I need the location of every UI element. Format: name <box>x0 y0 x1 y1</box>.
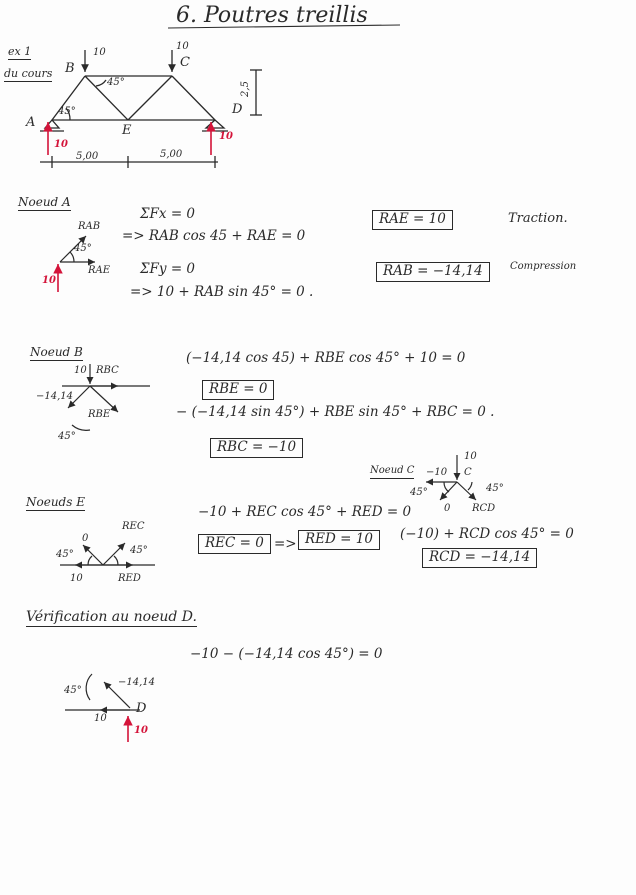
noeud-C-result: RCD = −14,14 <box>422 548 537 568</box>
noeud-B-label-RAB: −14,14 <box>36 391 74 402</box>
noeud-A-label-RAB: RAB <box>78 221 101 232</box>
noeud-C-heading: Noeud C <box>370 466 414 479</box>
noeud-A-result-RAB: RAB = −14,14 <box>376 262 490 282</box>
noeud-A-eq3: ΣFy = 0 <box>140 261 196 277</box>
noeud-A-heading: Noeud A <box>18 195 71 209</box>
node-label-D: D <box>232 102 243 117</box>
noeud-A-label-RAE: RAE <box>88 265 111 276</box>
node-label-B: B <box>65 61 75 76</box>
reaction-label-A: 10 <box>54 139 68 150</box>
verification-force-CD: −14,14 <box>118 677 156 688</box>
verification-node-D: D <box>136 701 147 716</box>
noeud-C-label-0: 0 <box>444 503 451 514</box>
noeud-B-label-RBC: RBC <box>96 365 119 376</box>
noeud-B-eq2: − (−14,14 sin 45°) + RBE sin 45° + RBC = 0 . <box>176 404 495 420</box>
verification-heading: Vérification au noeud D. <box>26 609 197 625</box>
noeud-C-node: C <box>464 467 472 478</box>
dimension-right: 5,00 <box>160 149 183 160</box>
verification-angle: 45° <box>64 685 82 696</box>
noeud-C-angle-right: 45° <box>486 483 504 494</box>
angle-label-B: 45° <box>107 77 125 88</box>
noeud-E-heading: Noeuds E <box>26 495 85 509</box>
load-label-C: 10 <box>176 41 189 52</box>
angle-label-A: 45° <box>58 106 76 117</box>
noeud-A-eq1: ΣFx = 0 <box>140 206 196 222</box>
noeud-B-heading: Noeud B <box>30 345 83 359</box>
noeud-A-result-RAE: RAE = 10 <box>372 210 453 230</box>
noeud-A-eq4: => 10 + RAB sin 45° = 0 . <box>130 284 314 300</box>
verification-eq: −10 − (−14,14 cos 45°) = 0 <box>190 646 383 662</box>
noeud-E-angle-left: 45° <box>56 549 74 560</box>
noeud-A-angle: 45° <box>74 243 92 254</box>
noeud-E-implies: => <box>274 536 297 552</box>
node-label-E: E <box>122 123 132 138</box>
noeud-E-label-REC: REC <box>122 521 145 532</box>
example-label: ex 1 <box>8 45 32 58</box>
noeud-A-note-compression: Compression <box>510 261 577 272</box>
noeud-E-angle-right: 45° <box>130 545 148 556</box>
noeud-B-force: 10 <box>74 365 87 376</box>
example-label-course: du cours <box>4 67 53 80</box>
height-label: 2,5 <box>239 81 251 97</box>
verification-force-ED: 10 <box>94 713 107 724</box>
noeud-E-eq: −10 + REC cos 45° + RED = 0 <box>198 504 412 520</box>
noeud-C-eq: (−10) + RCD cos 45° = 0 <box>400 526 574 542</box>
reaction-label-D: 10 <box>219 131 233 142</box>
noeud-E-result-REC: REC = 0 <box>198 534 271 554</box>
noeud-B-eq1: (−14,14 cos 45) + RBE cos 45° + 10 = 0 <box>186 350 466 366</box>
page-title: 6. Poutres treillis <box>176 3 368 28</box>
noeud-B-result-RBC: RBC = −10 <box>210 438 303 458</box>
noeud-B-angle: 45° <box>58 431 76 442</box>
node-label-A: A <box>26 115 36 130</box>
noeud-E-label-0: 0 <box>82 533 89 544</box>
noeud-E-result-RED: RED = 10 <box>298 530 380 550</box>
noeud-A-note-traction: Traction. <box>508 211 568 226</box>
noeud-C-left: −10 <box>426 467 448 478</box>
noeud-C-force: 10 <box>464 451 477 462</box>
noeud-C-label-RCD: RCD <box>472 503 496 514</box>
noeud-B-label-RBE: RBE <box>88 409 111 420</box>
noeud-E-force: 10 <box>70 573 83 584</box>
dimension-left: 5,00 <box>76 151 99 162</box>
noeud-E-label-RED: RED <box>118 573 141 584</box>
truss-diagram <box>40 70 262 168</box>
node-label-C: C <box>180 55 190 70</box>
load-label-B: 10 <box>93 47 106 58</box>
verification-reaction: 10 <box>134 725 148 736</box>
noeud-A-eq2: => RAB cos 45 + RAE = 0 <box>122 228 306 244</box>
noeud-C-angle-left: 45° <box>410 487 428 498</box>
noeud-A-force: 10 <box>42 275 56 286</box>
noeud-B-result-RBE: RBE = 0 <box>202 380 274 400</box>
